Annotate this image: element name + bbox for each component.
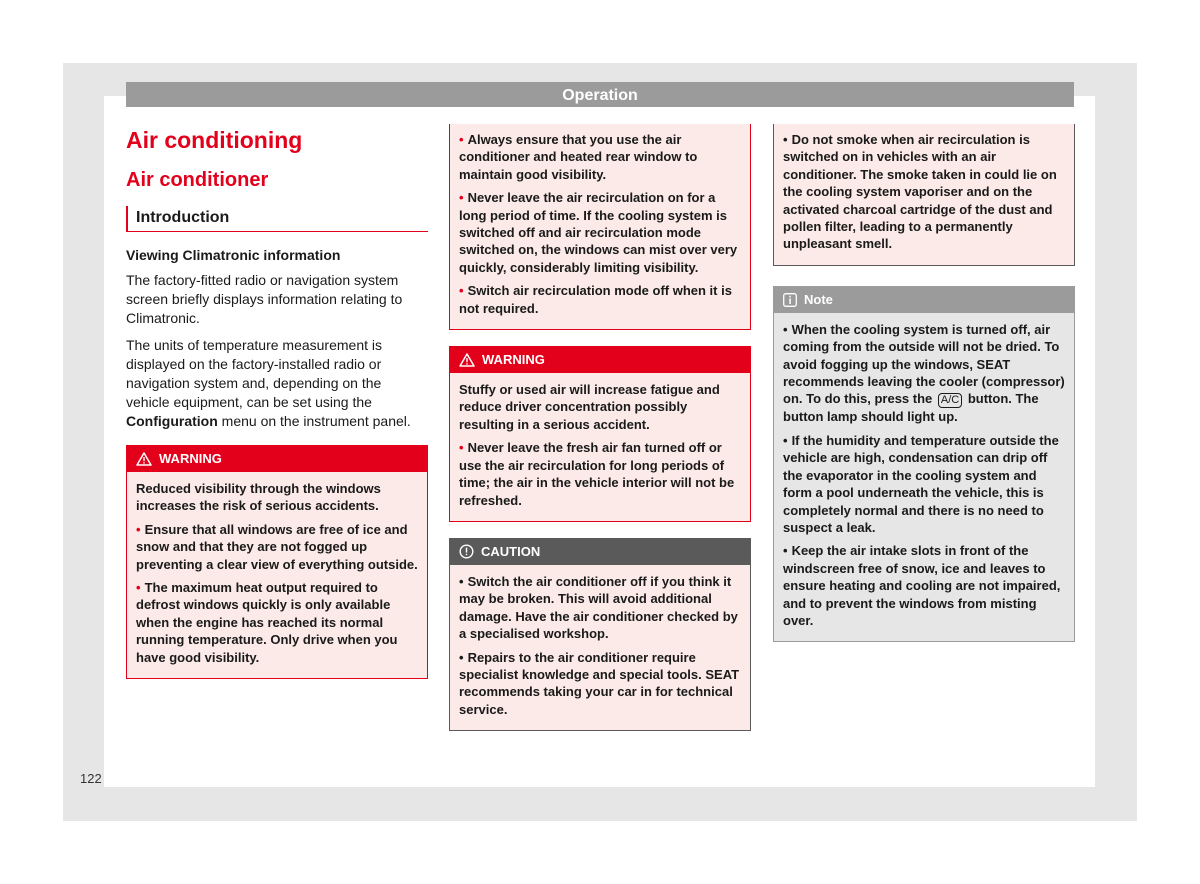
note-item: • When the cooling system is turned off, air coming from the outside will not be dried. To avoid fogging up the windows, SEAT recommends leaving the cooler (compressor) on. To do this, press the A/C button. The button lamp should light up. (783, 321, 1065, 425)
warning-body (127, 472, 427, 678)
page-number: 122 (80, 771, 102, 786)
configuration-menu-term: Configuration (126, 413, 218, 429)
warning-title: WARNING (482, 352, 545, 368)
warning-box-header (450, 347, 750, 373)
note-box (773, 286, 1075, 643)
warning-item: • The maximum heat output required to defrost windows quickly is only available when the engine has reached its normal running temperature. Only drive when you have good visibility. (136, 580, 398, 665)
warning-intro: Stuffy or used air will increase fatigue and reduce driver concentration possibly resulting in a serious accident. (459, 382, 720, 432)
warning-item: • Switch air recirculation mode off when it is not required. (459, 283, 732, 316)
note-item: • Keep the air intake slots in front of the windscreen free of snow, ice and leaves to ensure heating and cooling are not impaired, and to prevent the windows from misting over. (783, 543, 1061, 628)
caution-box (449, 538, 751, 731)
caution-circle-icon (459, 544, 474, 559)
section-header: Operation (126, 82, 1074, 107)
chapter-title: Air conditioning (126, 127, 303, 153)
warning-title: WARNING (159, 451, 222, 466)
warning-box-header (127, 446, 427, 472)
column-3 (773, 124, 1075, 658)
warning-box-visibility (126, 445, 428, 679)
caution-item: • Do not smoke when air recirculation is switched on in vehicles with an air conditioner. The smoke taken in could lie on the cooling system vaporiser and on the activated charcoal cartridge of the dust and pollen filter, leading to a permanently unpleasant smell. (783, 132, 1057, 252)
topic-heading: Viewing Climatronic information (126, 247, 341, 263)
info-icon (783, 293, 797, 307)
ac-button-symbol: A/C (938, 393, 962, 408)
caution-item: • Repairs to the air conditioner require specialist knowledge and special tools. SEAT recommends taking your car in for technical service. (459, 649, 740, 717)
note-item: • If the humidity and temperature outside the vehicle are high, condensation can drip off the evaporator in the cooling system and form a pool underneath the vehicle, this is completely normal and there is no need to suspect a leak. (783, 432, 1059, 535)
column-1 (126, 124, 428, 695)
subsection-title: Introduction (126, 206, 428, 232)
warning-body (450, 373, 750, 521)
warning-triangle-icon (136, 452, 152, 466)
caution-box-continued (773, 124, 1075, 266)
caution-box-header (450, 539, 750, 565)
warning-box-continued (449, 124, 751, 330)
note-body (774, 313, 1074, 642)
caution-body (450, 565, 750, 730)
warning-item: • Always ensure that you use the air conditioner and heated rear window to maintain good visibility. (459, 132, 698, 182)
warning-box-stuffy-air (449, 346, 751, 522)
warning-intro: Reduced visibility through the windows increases the risk of serious accidents. (136, 481, 381, 514)
note-box-header (774, 287, 1074, 313)
warning-item: • Ensure that all windows are free of ice and snow and that they are not fogged up preventing a clear view of everything outside. (136, 521, 418, 572)
caution-item: • Switch the air conditioner off if you think it may be broken. This will avoid additional damage. Have the air conditioner checked by a specialised workshop. (459, 573, 738, 642)
units-paragraph: The units of temperature measurement is displayed on the factory-installed radio or navigation system and, depending on the vehicle equipment, can be set using the Configuration menu on the instrument panel. (126, 337, 411, 429)
warning-item: • Never leave the fresh air fan turned off or use the air recirculation for long periods of time; the air in the vehicle interior will not be refreshed. (459, 440, 735, 508)
caution-continued-body (774, 124, 1074, 265)
note-title: Note (804, 291, 833, 307)
caution-title: CAUTION (481, 543, 541, 559)
section-title: Air conditioner (126, 169, 269, 191)
intro-paragraph: The factory-fitted radio or navigation system screen briefly displays information relating to Climatronic. (126, 272, 403, 326)
warning-continued-body (450, 124, 750, 329)
column-2 (449, 124, 751, 747)
warning-item: • Never leave the air recirculation on for a long period of time. If the cooling system is switched off and air recirculation mode switched on, the windows can mist over very quickly, considerably limiting visibility. (459, 190, 738, 275)
warning-triangle-icon (459, 353, 475, 367)
